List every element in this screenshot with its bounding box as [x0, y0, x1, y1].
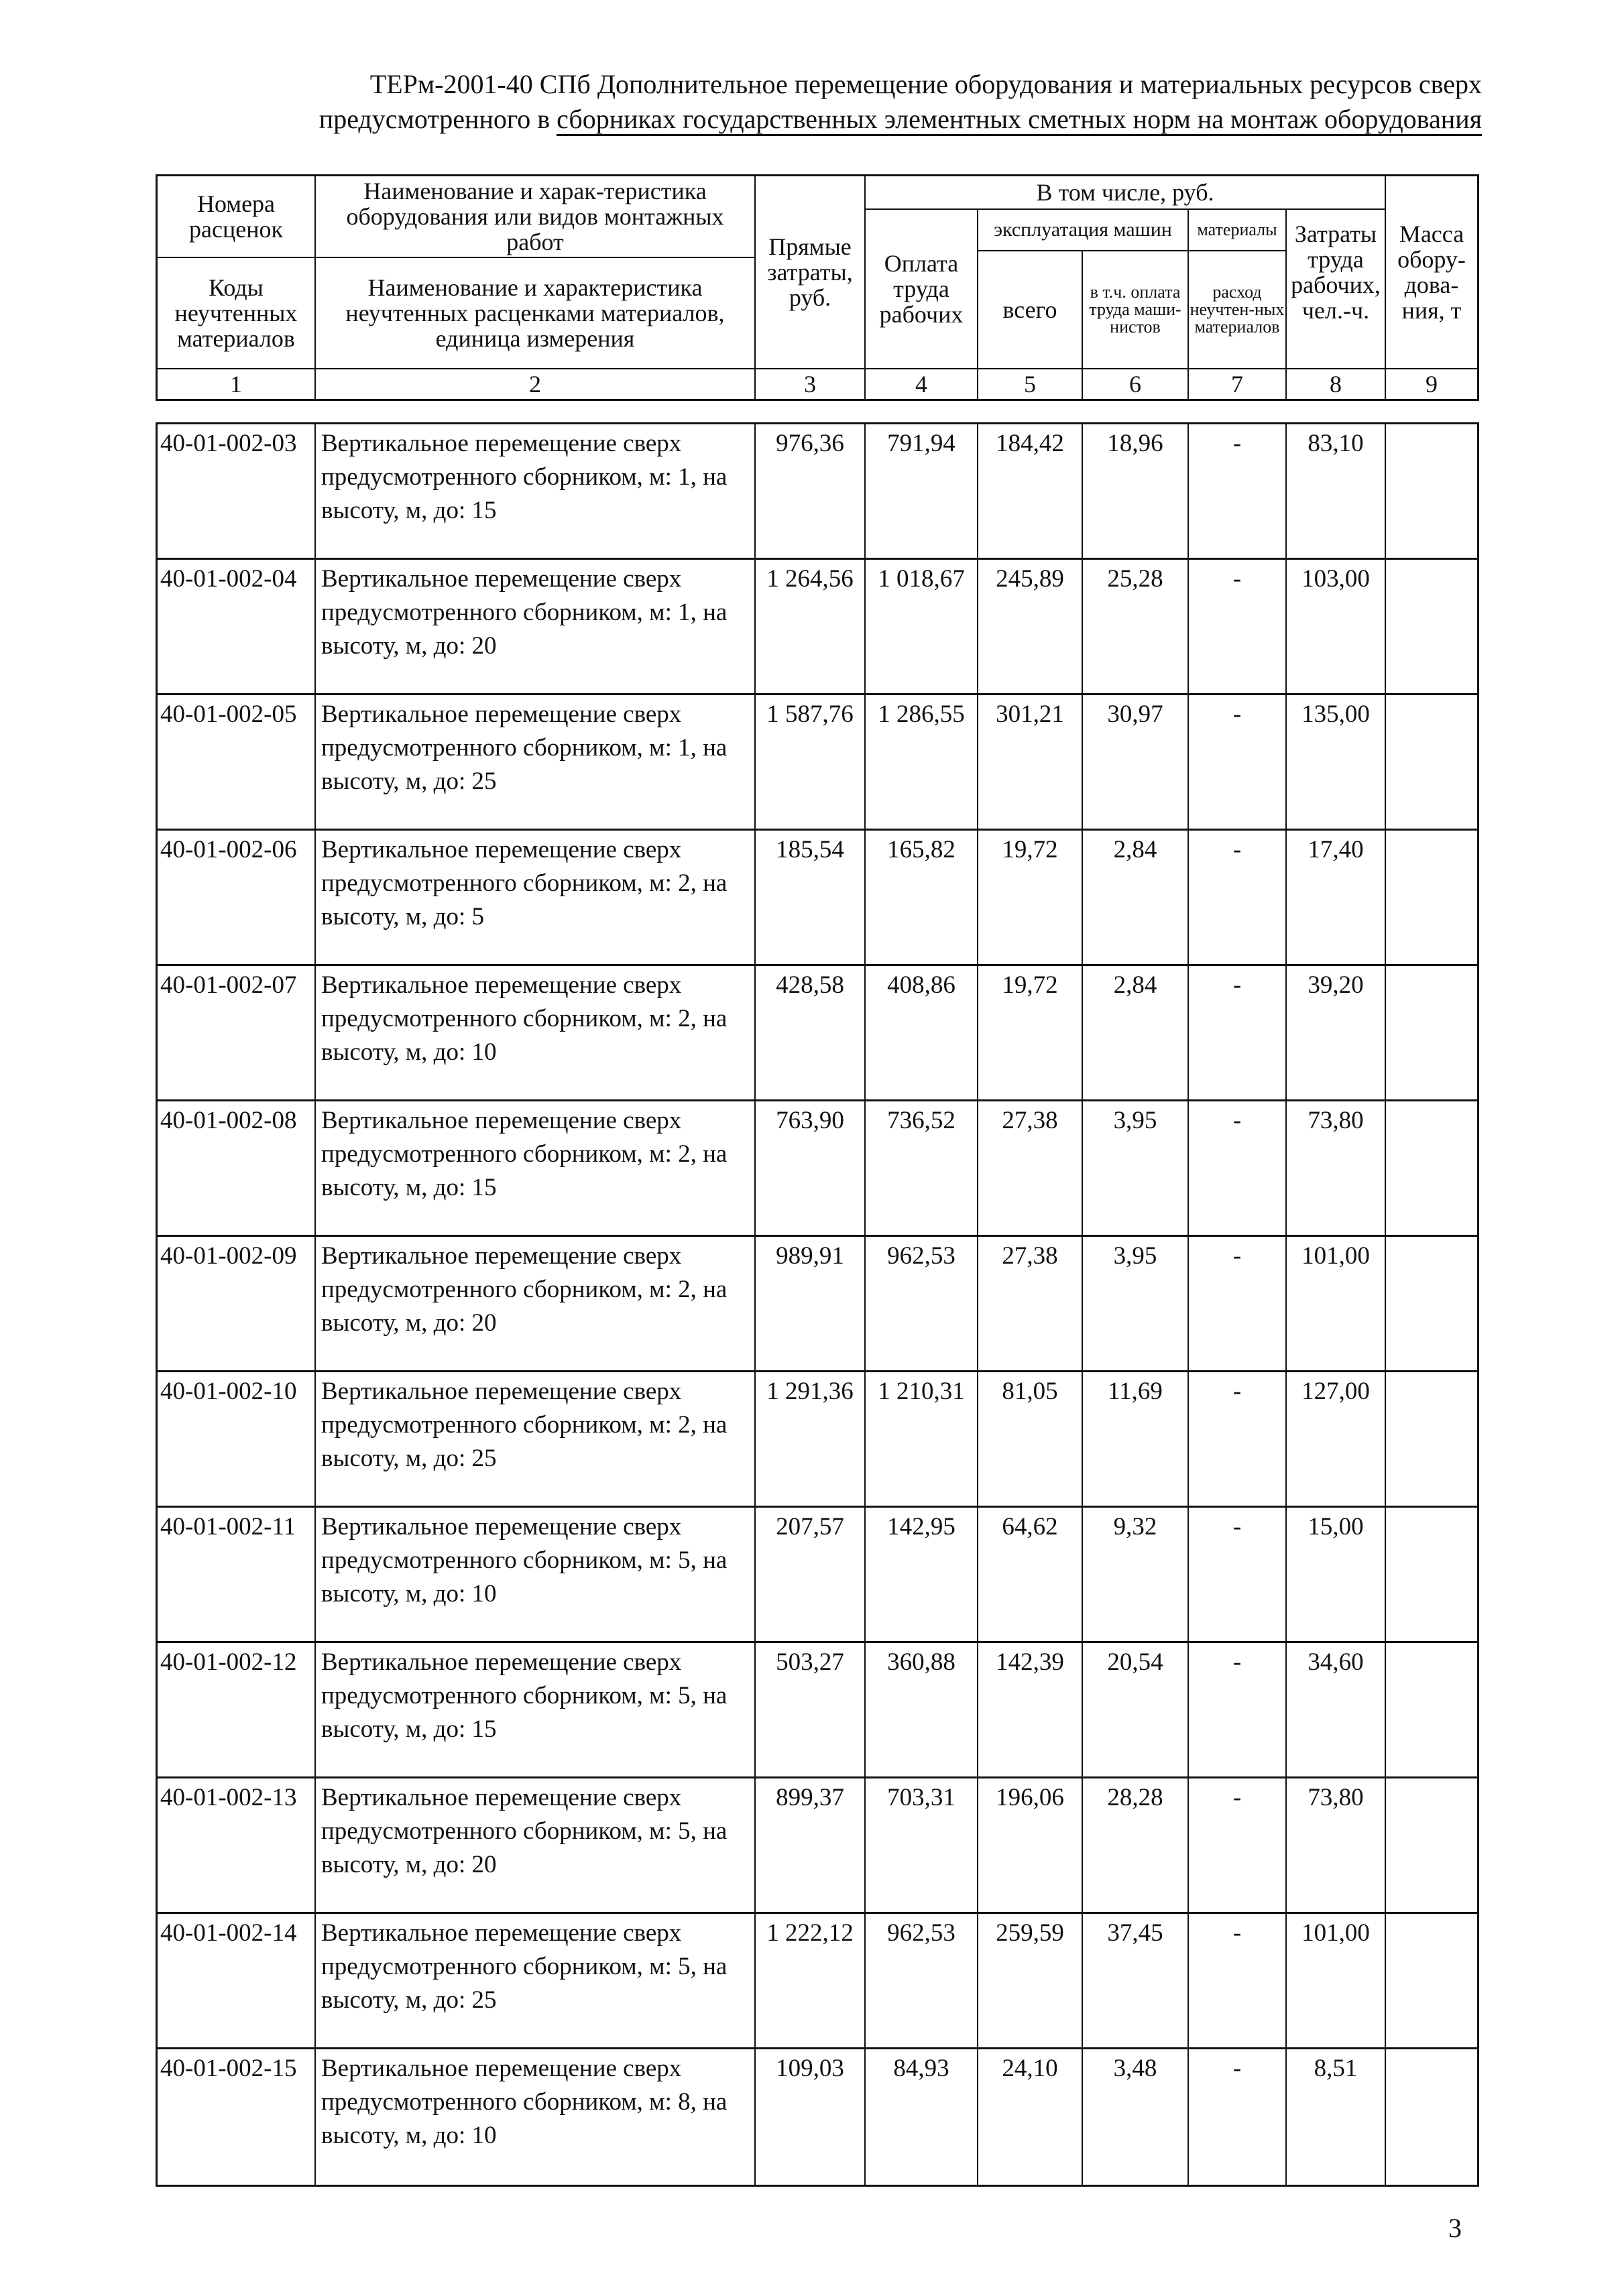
title-line-2-underlined: сборниках государственных элементных сметных норм на монтаж оборудования	[557, 104, 1482, 136]
equipment-mass	[1386, 1508, 1477, 1641]
header-num-4: 4	[866, 369, 978, 399]
direct-costs: 185,54	[756, 831, 866, 964]
header-num-1: 1	[158, 369, 316, 399]
rate-code: 40-01-002-13	[158, 1778, 316, 1912]
equipment-mass	[1386, 966, 1477, 1099]
machinists-pay: 25,28	[1083, 560, 1189, 693]
rate-description: Вертикальное перемещение сверх предусмотренного сборником, м: 2, на высоту, м, до: 20	[316, 1237, 756, 1370]
labor-hours: 83,10	[1287, 424, 1386, 558]
materials-consumption: -	[1189, 1372, 1287, 1506]
direct-costs: 899,37	[756, 1778, 866, 1912]
title-line-2	[134, 102, 1482, 137]
title-line-1: ТЕРм-2001-40 СПб Дополнительное перемещение оборудования и материальных ресурсов сверх	[369, 69, 1482, 99]
machines-total: 64,62	[978, 1508, 1083, 1641]
machines-total: 81,05	[978, 1372, 1083, 1506]
rate-code: 40-01-002-06	[158, 831, 316, 964]
rate-description: Вертикальное перемещение сверх предусмотренного сборником, м: 5, на высоту, м, до: 10	[316, 1508, 756, 1641]
direct-costs: 1 291,36	[756, 1372, 866, 1506]
header-col6: в т.ч. оплата труда маши-нистов	[1083, 251, 1189, 369]
equipment-mass	[1386, 1914, 1477, 2047]
labor-hours: 17,40	[1287, 831, 1386, 964]
labor-pay: 703,31	[866, 1778, 978, 1912]
materials-consumption: -	[1189, 1914, 1287, 2047]
equipment-mass	[1386, 1237, 1477, 1370]
header-col8: Затраты труда рабочих, чел.-ч.	[1287, 176, 1386, 369]
rate-code: 40-01-002-14	[158, 1914, 316, 2047]
header-num-6: 6	[1083, 369, 1189, 399]
labor-hours: 101,00	[1287, 1914, 1386, 2047]
header-materials: материалы	[1189, 210, 1287, 251]
rate-description: Вертикальное перемещение сверх предусмотренного сборником, м: 2, на высоту, м, до: 5	[316, 831, 756, 964]
table-row	[158, 2049, 1477, 2185]
machines-total: 27,38	[978, 1101, 1083, 1235]
labor-hours: 127,00	[1287, 1372, 1386, 1506]
table-row	[158, 1372, 1477, 1508]
header-machines: эксплуатация машин	[978, 210, 1189, 251]
labor-hours: 8,51	[1287, 2049, 1386, 2185]
direct-costs: 207,57	[756, 1508, 866, 1641]
machines-total: 184,42	[978, 424, 1083, 558]
equipment-mass	[1386, 424, 1477, 558]
table-header	[156, 174, 1479, 401]
rate-code: 40-01-002-07	[158, 966, 316, 1099]
table-row	[158, 695, 1477, 831]
rates-table	[156, 422, 1479, 2187]
rate-code: 40-01-002-09	[158, 1237, 316, 1370]
labor-pay: 736,52	[866, 1101, 978, 1235]
equipment-mass	[1386, 1372, 1477, 1506]
header-col9: Масса обору-дова-ния, т	[1386, 176, 1477, 369]
rate-code: 40-01-002-04	[158, 560, 316, 693]
equipment-mass	[1386, 1643, 1477, 1776]
rate-description: Вертикальное перемещение сверх предусмотренного сборником, м: 2, на высоту, м, до: 25	[316, 1372, 756, 1506]
labor-pay: 142,95	[866, 1508, 978, 1641]
machines-total: 19,72	[978, 831, 1083, 964]
header-num-9: 9	[1426, 371, 1438, 398]
labor-pay: 408,86	[866, 966, 978, 1099]
equipment-mass	[1386, 560, 1477, 693]
direct-costs: 1 587,76	[756, 695, 866, 829]
machines-total: 301,21	[978, 695, 1083, 829]
labor-pay: 791,94	[866, 424, 978, 558]
materials-consumption: -	[1189, 831, 1287, 964]
materials-consumption: -	[1189, 2049, 1287, 2185]
machines-total: 24,10	[978, 2049, 1083, 2185]
rate-description: Вертикальное перемещение сверх предусмотренного сборником, м: 5, на высоту, м, до: 15	[316, 1643, 756, 1776]
rate-description: Вертикальное перемещение сверх предусмотренного сборником, м: 1, на высоту, м, до: 20	[316, 560, 756, 693]
labor-pay: 1 018,67	[866, 560, 978, 693]
labor-pay: 360,88	[866, 1643, 978, 1776]
direct-costs: 989,91	[756, 1237, 866, 1370]
table-row	[158, 1508, 1477, 1643]
materials-consumption: -	[1189, 560, 1287, 693]
materials-consumption: -	[1189, 424, 1287, 558]
rate-description: Вертикальное перемещение сверх предусмотренного сборником, м: 2, на высоту, м, до: 15	[316, 1101, 756, 1235]
rate-description: Вертикальное перемещение сверх предусмотренного сборником, м: 5, на высоту, м, до: 20	[316, 1778, 756, 1912]
document-title	[134, 67, 1482, 137]
table-row	[158, 831, 1477, 966]
machinists-pay: 3,48	[1083, 2049, 1189, 2185]
materials-consumption: -	[1189, 1778, 1287, 1912]
machines-total: 196,06	[978, 1778, 1083, 1912]
header-col5: всего	[978, 251, 1083, 369]
materials-consumption: -	[1189, 1508, 1287, 1641]
labor-hours: 34,60	[1287, 1643, 1386, 1776]
rate-code: 40-01-002-08	[158, 1101, 316, 1235]
machinists-pay: 9,32	[1083, 1508, 1189, 1641]
machinists-pay: 3,95	[1083, 1101, 1189, 1235]
header-num-7: 7	[1189, 369, 1287, 399]
direct-costs: 503,27	[756, 1643, 866, 1776]
materials-consumption: -	[1189, 1237, 1287, 1370]
header-col1-top: Номера расценок	[158, 176, 316, 258]
machinists-pay: 11,69	[1083, 1372, 1189, 1506]
title-line-2-prefix: предусмотренного в	[318, 104, 557, 134]
machinists-pay: 28,28	[1083, 1778, 1189, 1912]
machinists-pay: 2,84	[1083, 831, 1189, 964]
labor-pay: 1 210,31	[866, 1372, 978, 1506]
header-in-that-number: В том числе, руб.	[866, 176, 1386, 210]
rate-description: Вертикальное перемещение сверх предусмотренного сборником, м: 8, на высоту, м, до: 10	[316, 2049, 756, 2185]
equipment-mass	[1386, 831, 1477, 964]
rate-code: 40-01-002-03	[158, 424, 316, 558]
header-num-5: 5	[978, 369, 1083, 399]
header-num-2: 2	[316, 369, 756, 399]
machines-total: 27,38	[978, 1237, 1083, 1370]
rate-description: Вертикальное перемещение сверх предусмотренного сборником, м: 1, на высоту, м, до: 25	[316, 695, 756, 829]
machines-total: 259,59	[978, 1914, 1083, 2047]
rate-description: Вертикальное перемещение сверх предусмотренного сборником, м: 5, на высоту, м, до: 25	[316, 1914, 756, 2047]
machinists-pay: 2,84	[1083, 966, 1189, 1099]
rate-code: 40-01-002-10	[158, 1372, 316, 1506]
materials-consumption: -	[1189, 966, 1287, 1099]
materials-consumption: -	[1189, 695, 1287, 829]
labor-hours: 39,20	[1287, 966, 1386, 1099]
machinists-pay: 20,54	[1083, 1643, 1189, 1776]
labor-pay: 962,53	[866, 1237, 978, 1370]
machinists-pay: 18,96	[1083, 424, 1189, 558]
direct-costs: 109,03	[756, 2049, 866, 2185]
machinists-pay: 3,95	[1083, 1237, 1189, 1370]
header-col2-top: Наименование и харак-теристика оборудования или видов монтажных работ	[316, 176, 756, 258]
header-col1-bottom: Коды неучтенных материалов	[158, 258, 316, 369]
header-num-3: 3	[756, 369, 866, 399]
machines-total: 19,72	[978, 966, 1083, 1099]
rate-description: Вертикальное перемещение сверх предусмотренного сборником, м: 1, на высоту, м, до: 15	[316, 424, 756, 558]
rate-code: 40-01-002-12	[158, 1643, 316, 1776]
labor-pay: 962,53	[866, 1914, 978, 2047]
rate-code: 40-01-002-05	[158, 695, 316, 829]
equipment-mass	[1386, 2049, 1477, 2185]
labor-hours: 73,80	[1287, 1778, 1386, 1912]
labor-hours: 135,00	[1287, 695, 1386, 829]
table-row	[158, 1237, 1477, 1372]
direct-costs: 763,90	[756, 1101, 866, 1235]
rate-code: 40-01-002-11	[158, 1508, 316, 1641]
header-num-8: 8	[1287, 369, 1386, 399]
table-row	[158, 1778, 1477, 1914]
table-row	[158, 560, 1477, 695]
table-row	[158, 1914, 1477, 2049]
table-row	[158, 1101, 1477, 1237]
header-col3: Прямые затраты, руб.	[756, 176, 866, 369]
machinists-pay: 30,97	[1083, 695, 1189, 829]
labor-hours: 101,00	[1287, 1237, 1386, 1370]
rate-description: Вертикальное перемещение сверх предусмотренного сборником, м: 2, на высоту, м, до: 10	[316, 966, 756, 1099]
labor-pay: 1 286,55	[866, 695, 978, 829]
labor-hours: 73,80	[1287, 1101, 1386, 1235]
header-col2-bottom: Наименование и характеристика неучтенных расценками материалов, единица измерения	[316, 258, 756, 369]
direct-costs: 976,36	[756, 424, 866, 558]
labor-pay: 84,93	[866, 2049, 978, 2185]
header-col4: Оплата труда рабочих	[866, 210, 978, 369]
direct-costs: 1 222,12	[756, 1914, 866, 2047]
page-number: 3	[1448, 2213, 1462, 2243]
direct-costs: 428,58	[756, 966, 866, 1099]
table-row	[158, 966, 1477, 1101]
header-col7: расход неучтен-ных материалов	[1189, 251, 1287, 369]
equipment-mass	[1386, 1778, 1477, 1912]
table-row	[158, 424, 1477, 560]
machines-total: 245,89	[978, 560, 1083, 693]
equipment-mass	[1386, 1101, 1477, 1235]
labor-pay: 165,82	[866, 831, 978, 964]
direct-costs: 1 264,56	[756, 560, 866, 693]
machinists-pay: 37,45	[1083, 1914, 1189, 2047]
labor-hours: 15,00	[1287, 1508, 1386, 1641]
materials-consumption: -	[1189, 1643, 1287, 1776]
rate-code: 40-01-002-15	[158, 2049, 316, 2185]
materials-consumption: -	[1189, 1101, 1287, 1235]
equipment-mass	[1386, 695, 1477, 829]
labor-hours: 103,00	[1287, 560, 1386, 693]
table-row	[158, 1643, 1477, 1778]
machines-total: 142,39	[978, 1643, 1083, 1776]
